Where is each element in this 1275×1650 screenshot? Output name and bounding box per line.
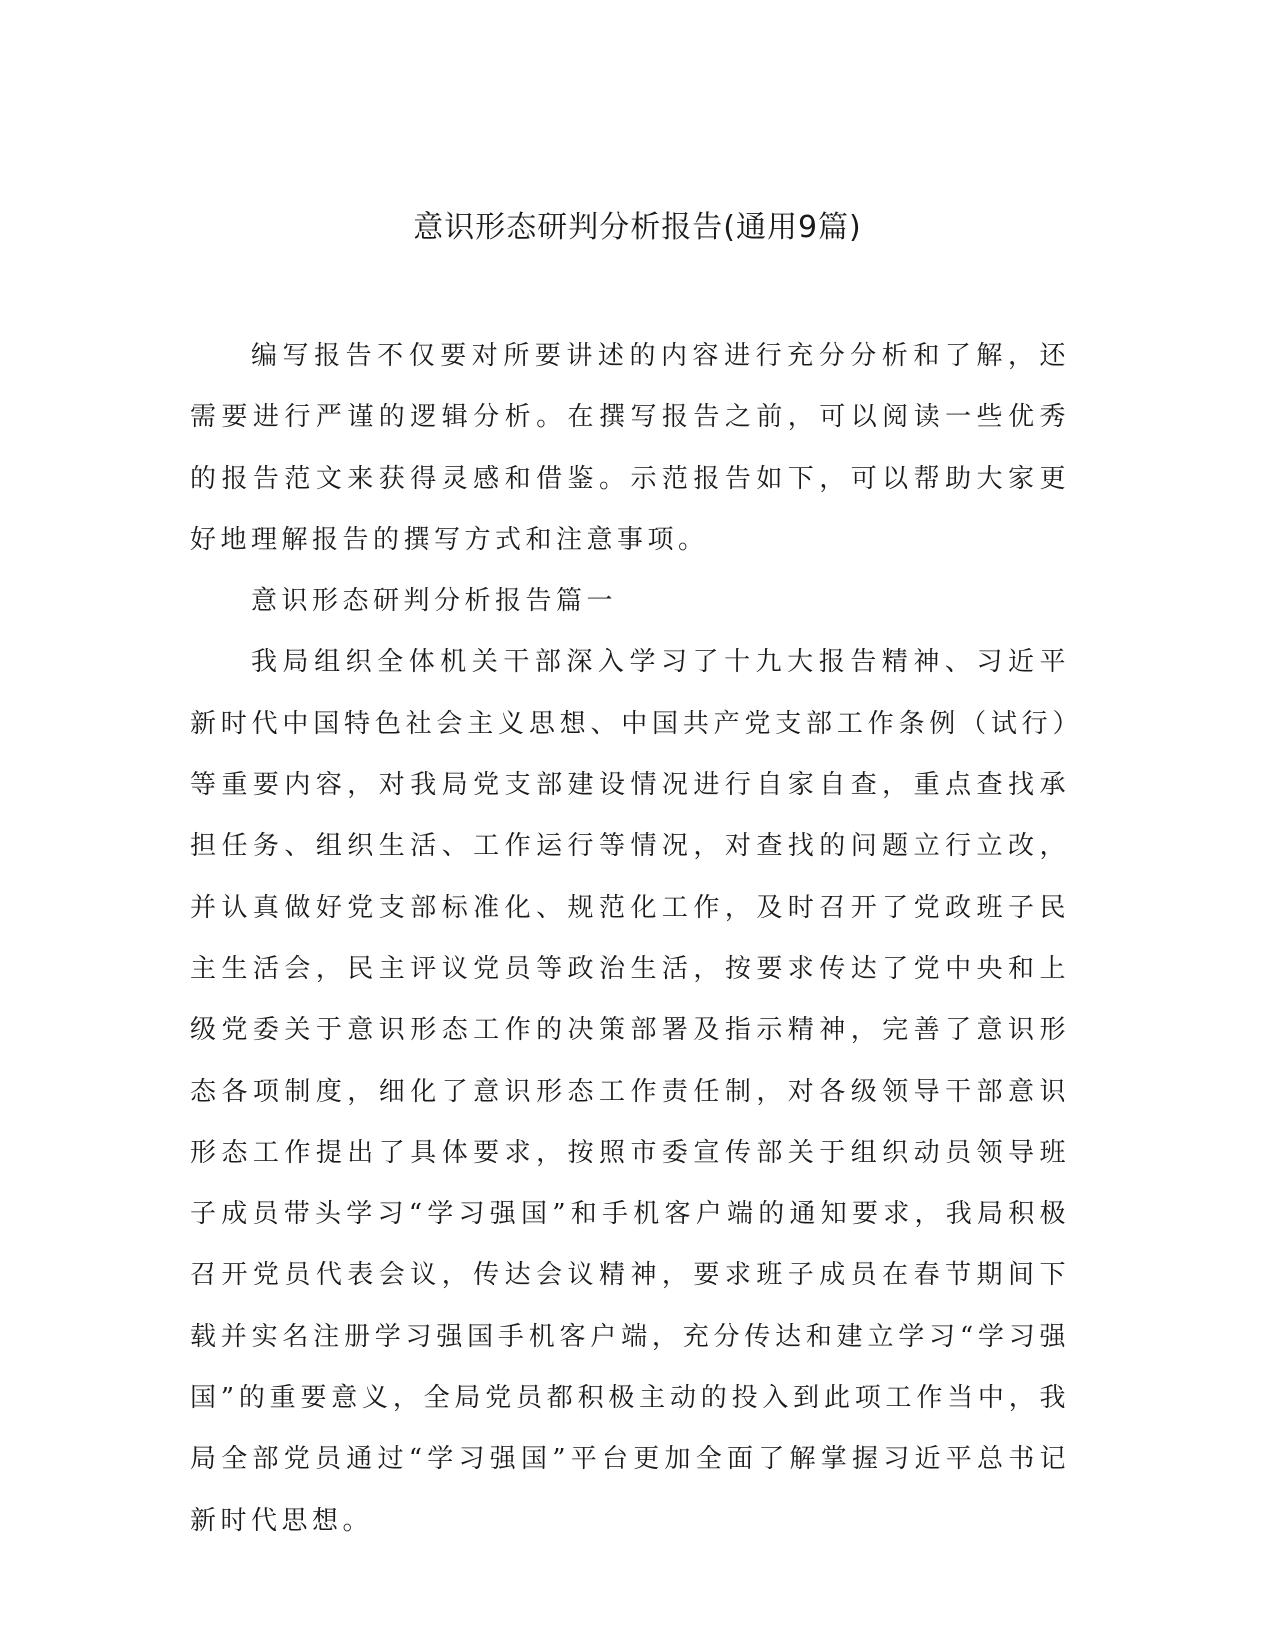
intro-paragraph: 编写报告不仅要对所要讲述的内容进行充分分析和了解，还需要进行严谨的逻辑分析。在撰写报告之前，可以阅读一些优秀的报告范文来获得灵感和借鉴。示范报告如下，可以帮助大家更好地理解报告的撰写方式和注意事项。 — [190, 341, 1070, 555]
document-title: 意识形态研判分析报告(通用9篇) — [413, 210, 862, 245]
document-body — [190, 326, 1070, 1552]
section-heading: 意识形态研判分析报告篇一 — [251, 586, 618, 617]
body-paragraph: 我局组织全体机关干部深入学习了十九大报告精神、习近平新时代中国特色社会主义思想、中国共产党支部工作条例（试行）等重要内容，对我局党支部建设情况进行自家自查，重点查找承担任务、组织生活、工作运行等情况，对查找的问题立行立改，并认真做好党支部标准化、规范化工作，及时召开了党政班子民主生活会，民主评议党员等政治生活，按要求传达了党中央和上级党委关于意识形态工作的决策部署及指示精神，完善了意识形态各项制度，细化了意识形态工作责任制，对各级领导干部意识形态工作提出了具体要求，按照市委宣传部关于组织动员领导班子成员带头学习“学习强国”和手机客户端的通知要求，我局积极召开党员代表会议，传达会议精神，要求班子成员在春节期间下载并实名注册学习强国手机客户端，充分传达和建立学习“学习强国”的重要意义，全局党员都积极主动的投入到此项工作当中，我局全部党员通过“学习强国”平台更加全面了解掌握习近平总书记新时代思想。 — [190, 647, 1070, 1536]
